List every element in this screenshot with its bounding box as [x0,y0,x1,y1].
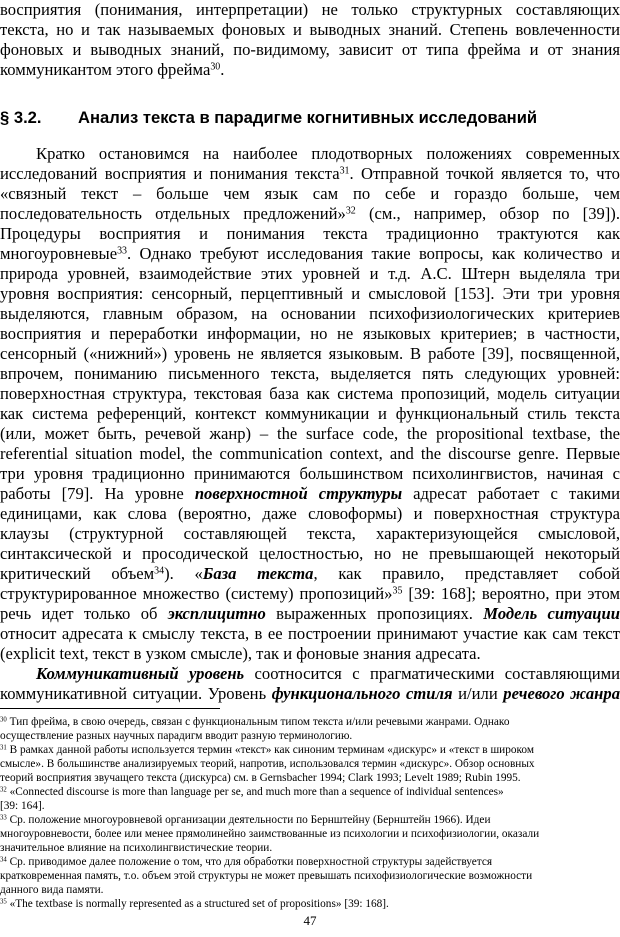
text-span: критический объем [0,564,155,583]
text-line: впрочем, пониманию письменного текста, выделяется пять следующих уровней: [0,364,620,383]
text-span: (см., например, обзор по [39]). [355,204,620,223]
footnote-line: кратковременная память, т.о. объем этой структуры не может превышать психофизиологические возможности [0,870,533,882]
text-span: Ср. приводимое далее положение о том, что для обработки поверхностной структуры задействуется [6,856,493,868]
text-line: поверхностная структура, текстовая база как система пропозиций, модель ситуации [0,384,620,403]
text-span: , как правило, представляет собой [313,564,620,583]
text-line [0,244,620,264]
text-line: выделяются, главным образом, на основании психофизиологических критериев [0,304,620,323]
footnote-line: данного вида памяти. [0,884,104,896]
emphasis: функционального стиля [271,684,453,703]
text-line: текста, но и так называемых фоновых и выводных знаний. Степень вовлеченности [0,20,620,39]
text-line: восприятия (понимания, интерпретации) не только структурных составляющих [0,0,620,19]
footnote-ref[interactable]: 31 [339,165,350,177]
section-title: Анализ текста в парадигме когнитивных исследований [78,108,538,127]
text-line [0,584,620,604]
text-span: и/или [452,684,504,703]
text-line [0,684,620,704]
emphasis: речевого жанра [503,684,620,703]
text-span: [39: 168]; вероятно, при этом [402,584,620,603]
text-span: последовательность отдельных предложений» [0,204,346,223]
footnote-number: 30 [0,716,7,724]
footnote-line: [39: 164]. [0,800,45,812]
text-span: структурированное множество (систему) пропозиций» [0,584,393,603]
text-line [0,204,620,224]
text-line [0,564,620,584]
footnote-ref[interactable]: 32 [345,205,356,217]
footnote-ref[interactable]: 33 [117,245,128,257]
text-line: сенсорный («нижний») уровень не является языковым. В работе [39], посвященной, [0,344,620,363]
footnote-line [0,856,620,869]
text-line: фоновых и выводных знаний, по-видимому, зависит от типа фрейма и от знания [0,40,620,59]
text-line: Кратко остановимся на наиболее плодотворных положениях современных [36,144,620,163]
footnote-number: 35 [0,898,7,906]
footnote-number: 34 [0,856,7,864]
text-line: Процедуры восприятия и понимания текста традиционно трактуются как [0,224,620,243]
footnote-line [0,898,620,911]
text-line [0,60,620,80]
emphasis: Коммуникативный уровень [36,664,245,683]
section-heading [0,107,620,129]
emphasis: Модель ситуации [483,604,620,623]
footnote-line: многоуровневости, более или менее прямолинейно заимствованные из психологии и психофизиологии, оказали [0,828,540,840]
text-line: три уровня традиционно принимаются большинством психолингвистов, начиная с [0,464,620,483]
text-span: . [220,60,225,79]
footnote-number: 31 [0,744,7,752]
text-line: природа уровней, взаимодействие этих уровней и т.д. А.С. Штерн выделяла три [0,264,620,283]
text-span: соотносится с прагматическими составляющими [244,664,620,683]
footnote-line [0,716,620,729]
text-line: referential situation model, the communication context, and the discourse genre. Первые [0,444,620,463]
text-span: Ср. положение многоуровневой организации деятельности по Бернштейну (Бернштейн 1966). Идеи [6,814,491,826]
footnote-ref[interactable]: 35 [392,585,403,597]
text-line [0,604,620,624]
text-line: относит адресата к смыслу текста, в ее построении принимают участие как сам текст [0,624,620,643]
footnote-number: 33 [0,814,7,822]
text-line: синтаксической и просодической целостностью, но не превышающей некоторый [0,544,620,563]
text-span: «Connected discourse is more than language per se, and much more than a sequence of individual sentences» [6,786,504,798]
text-span: Тип фрейма, в свою очередь, связан с функциональным типом текста и/или речевыми жанрами. Однако [6,716,510,728]
text-span: речь идет только об [0,604,168,623]
text-line: (или, может быть, речевой жанр) – the surface code, the propositional textbase, the [0,424,620,443]
page-number: 47 [303,913,317,928]
footnote-line: теорий восприятия звучащего текста (дискурса) см. в Gernsbacher 1994; Clark 1993; Levelt 1989; Rubin 1995. [0,772,521,784]
text-line: (explicit text, текст в узком смысле), так и фоновые знания адресата. [0,644,481,663]
text-line: клаузы (структурной составляющей текста, характеризующейся смысловой, [0,524,620,543]
footnote-line: смысле». В большинстве анализируемых теорий, напротив, использовался термин «дискурс». Обзор основных [0,758,535,770]
footnote-line: значительное влияние на психолингвистические теории. [0,842,273,854]
text-line: единицами, как слова (вероятно, даже словоформы) и поверхностная структура [0,504,620,523]
emphasis: эксплицитно [167,604,266,623]
text-line: как система референций, контекст коммуникации и функциональный стиль текста [0,404,620,423]
text-span: . Однако требуют исследования такие вопросы, как количество и [127,244,620,263]
text-span: В рамках данной работы используется термин «текст» как синоним терминам «дискурс» и «текст в широком [6,744,534,756]
text-span: адресат работает с такими [402,484,620,503]
text-line: уровня восприятия: сенсорный, перцептивный и смысловой [153]. Эти три уровня [0,284,620,303]
text-span: ). « [164,564,203,583]
text-line [0,164,620,184]
footnote-line: осуществление разных научных парадигм вводит разную терминологию. [0,730,353,742]
text-span: «The textbase is normally represented as a structured set of propositions» [39: 168]. [6,898,389,910]
footnote-ref[interactable]: 30 [210,61,221,73]
footnote-line [0,786,620,799]
footnote-line [0,744,620,757]
text-span: работы [79]. На уровне [0,484,195,503]
text-line: восприятия и переработки информации, но не языковых критериев; в частности, [0,324,620,343]
text-line [36,664,620,684]
text-span: исследований восприятия и понимания текста [0,164,340,183]
text-span: коммуникантом этого фрейма [0,60,211,79]
emphasis: поверхностной структуры [194,484,403,503]
text-span: . Отправной точкой является то, что [349,164,620,183]
footnote-separator [0,708,220,709]
footnote-line [0,814,620,827]
footnote-ref[interactable]: 34 [154,565,165,577]
section-number: § 3.2. [0,108,42,127]
emphasis: База текста [202,564,314,583]
text-span: выраженных пропозициях. [265,604,484,623]
text-line: «связный текст – больше чем язык сам по себе и гораздо больше, чем [0,184,620,203]
text-span: коммуникативной ситуации. Уровень [0,684,272,703]
footnote-number: 32 [0,786,7,794]
text-span: многоуровневые [0,244,118,263]
text-line [0,484,620,504]
